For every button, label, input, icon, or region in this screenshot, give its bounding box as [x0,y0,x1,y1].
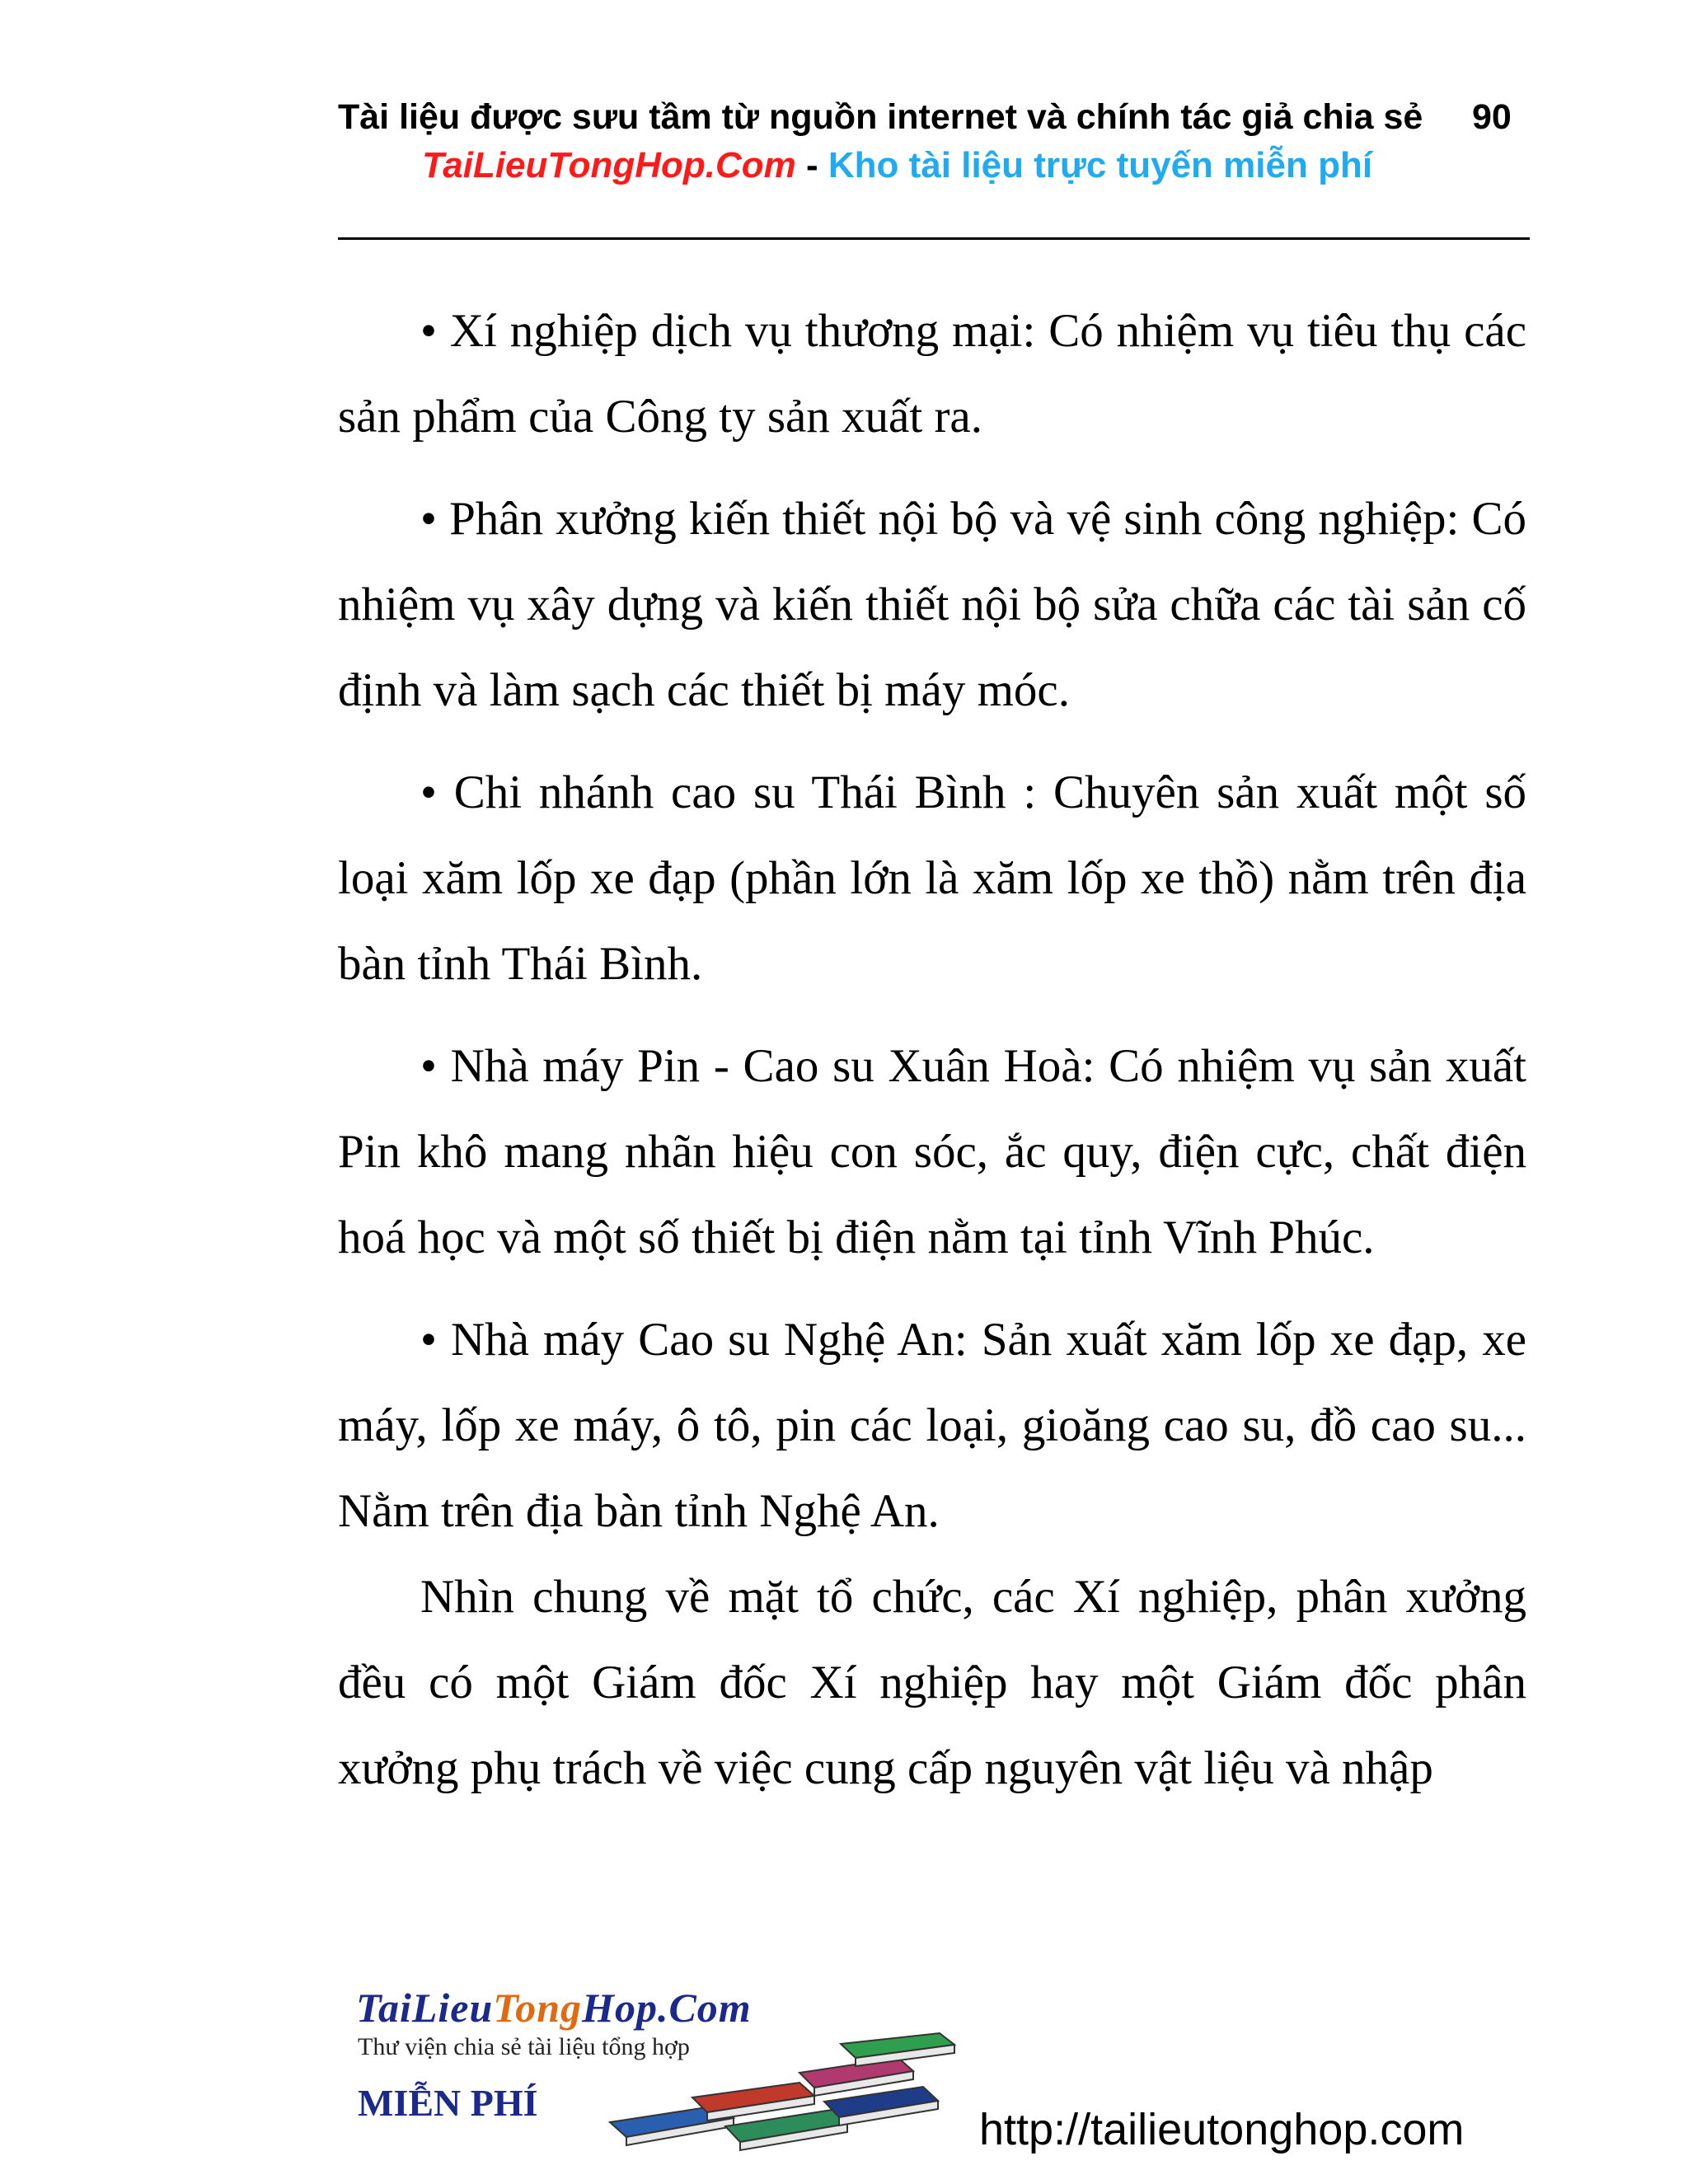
paragraph-4: • Nhà máy Pin - Cao su Xuân Hoà: Có nhiệm vụ sản xuất Pin khô mang nhãn hiệu con sóc, ắc quy, điện cực, chất điện hoá học và một số thiết bị điện nằm tại tỉnh Vĩnh Phúc. [338,1040,1526,1263]
paragraph-2: • Phân xưởng kiến thiết nội bộ và vệ sinh công nghiệp: Có nhiệm vụ xây dựng và kiến thiết nội bộ sửa chữa các tài sản cố định và làm sạch các thiết bị máy móc. [338,493,1526,716]
header-divider [338,237,1530,240]
stacked-books-icon [593,2032,973,2155]
body-text [338,288,1526,1828]
header-separator: - [795,145,828,185]
paragraph-1: • Xí nghiệp dịch vụ thương mại: Có nhiệm vụ tiêu thụ các sản phẩm của Công ty sản xuất ra. [338,305,1526,443]
paragraph-6: Nhìn chung về mặt tổ chức, các Xí nghiệp, phân xưởng đều có một Giám đốc Xí nghiệp hay một Giám đốc phân xưởng phụ trách về việc cung cấp nguyên vật liệu và nhập [338,1571,1526,1794]
paragraph-3: • Chi nhánh cao su Thái Bình : Chuyên sản xuất một số loại xăm lốp xe đạp (phần lớn là xăm lốp xe thồ) nằm trên địa bàn tỉnh Thái Bình. [338,766,1526,990]
header-source-note: Tài liệu được sưu tầm từ nguồn internet và chính tác giả chia sẻ [338,97,1423,137]
logo-subtitle: Thư viện chia sẻ tài liệu tổng hợp [358,2033,690,2060]
page-number: 90 [1472,97,1512,137]
paragraph-5: • Nhà máy Cao su Nghệ An: Sản xuất xăm lốp xe đạp, xe máy, lốp xe máy, ô tô, pin các loại, gioăng cao su, đồ cao su... Nằm trên địa bàn tỉnh Nghệ An. [338,1314,1526,1537]
header-site-name[interactable]: TaiLieuTongHop.Com [422,145,796,185]
header-site-line [422,145,1372,186]
logo-title: TaiLieuTongHop.Com [356,1985,752,2031]
logo-free-label: MIỄN PHÍ [358,2082,538,2124]
footer-logo[interactable] [346,1974,973,2155]
header-tagline: Kho tài liệu trực tuyến miễn phí [828,145,1373,185]
footer-url-link[interactable]: http://tailieutonghop.com [979,2105,1465,2154]
